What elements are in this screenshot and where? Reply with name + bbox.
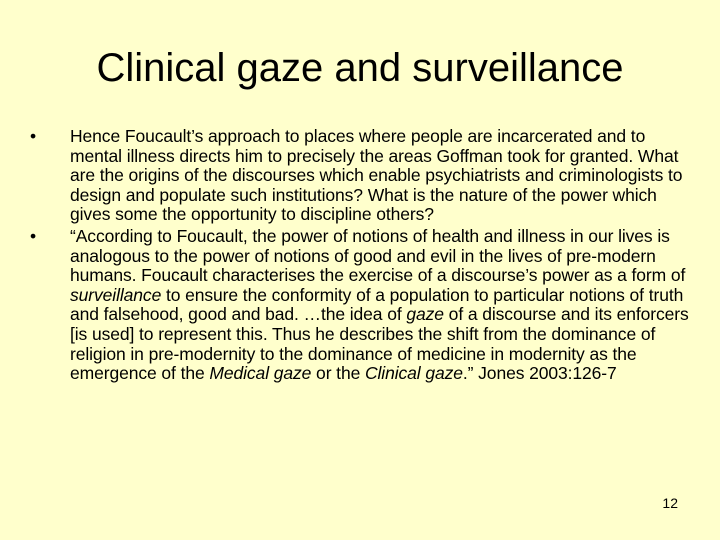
bullet-marker: • [30,225,37,246]
quote-text: of a discourse and its enforcers [is used] to represent this. Thus he describes the shift from the dominance of religion in pre-modernity to the dominance of medicine in modernity as the emergence of the [70,304,689,384]
bullet-item [30,227,690,384]
quote-text: “According to Foucault, the power of notions of health and illness in our lives is analogous to the power of notions of good and evil in the lives of pre-modern humans. Foucault characterises the exercise of a discourse’s power as a form of [70,225,686,286]
slide-title: Clinical gaze and surveillance [96,46,624,90]
bullet-text [70,226,689,383]
page-number: 12 [662,495,678,511]
emphasis-gaze: gaze [406,304,444,325]
citation: .” Jones 2003:126-7 [462,363,617,384]
quote-text: or the [311,363,365,384]
bullet-text: Hence Foucault’s approach to places where people are incarcerated and to mental illness directs him to precisely the areas Goffman took for granted. What are the origins of the discourses which enable psychiatrists and criminologists to design and populate such institutions? What is the nature of the power which gives some the opportunity to discipline others? [70,126,683,225]
bullet-item [30,127,690,225]
quote-text: to ensure the conformity of a population to particular notions of truth and falsehood, good and bad. …the idea of [70,284,684,325]
emphasis-medical-gaze: Medical gaze [209,363,312,384]
bullet-list [30,127,690,386]
bullet-marker: • [30,126,37,146]
emphasis-clinical-gaze: Clinical gaze [364,363,463,384]
emphasis-surveillance: surveillance [70,284,162,305]
